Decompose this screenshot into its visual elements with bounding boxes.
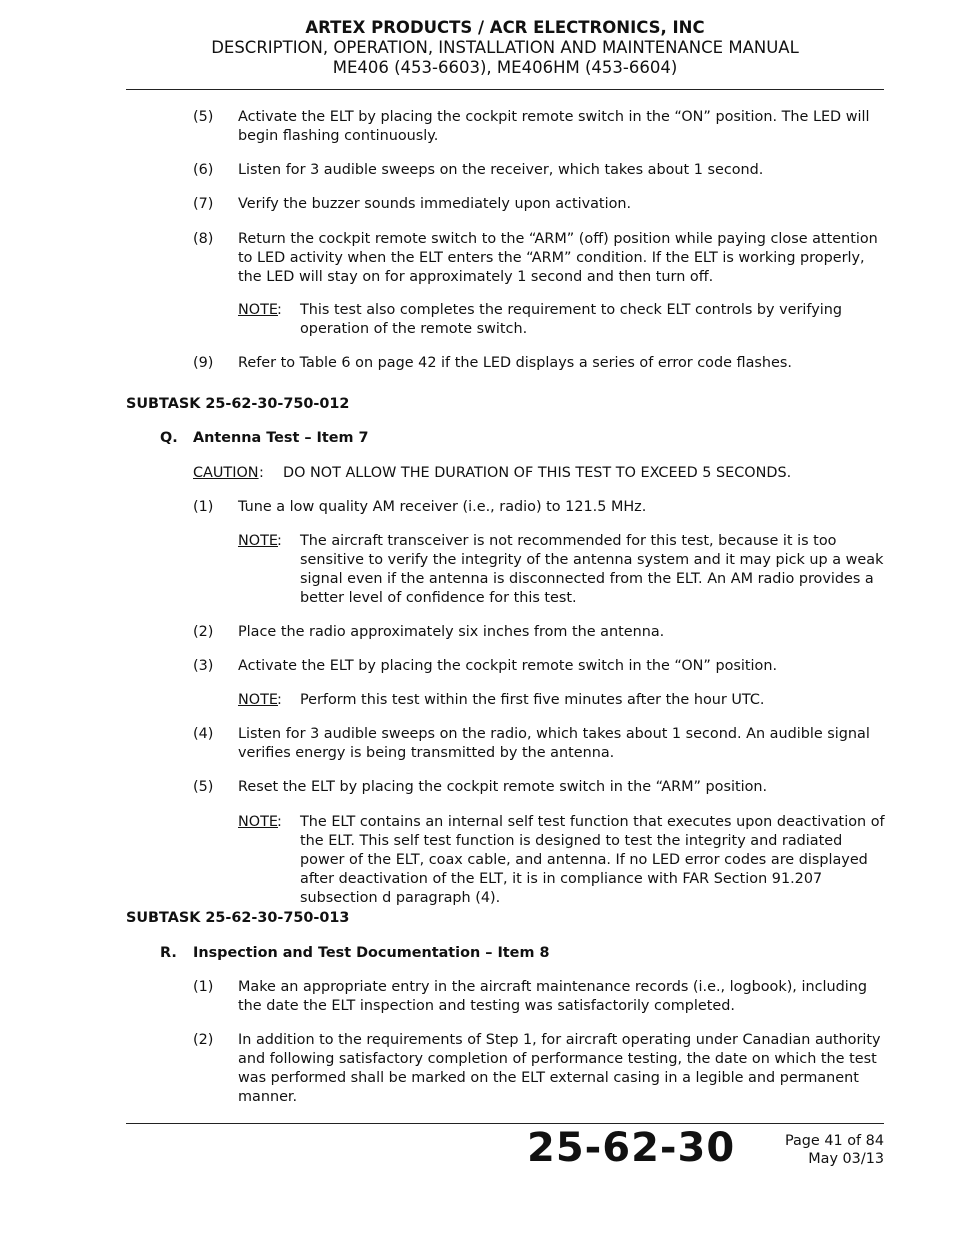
step-text: Return the cockpit remote switch to the “ARM” (off) position while paying close attention to LED activity when the ELT enters the “ARM” condition. If the ELT is working properly, the LED will stay on for approximately 1 second and then turn off. bbox=[238, 231, 878, 285]
footer-rule bbox=[126, 1123, 884, 1124]
note-label: NOTE bbox=[238, 814, 278, 830]
step-number: (9) bbox=[193, 355, 214, 371]
step-text: Reset the ELT by placing the cockpit remote switch in the “ARM” position. bbox=[238, 779, 768, 795]
note-label: NOTE bbox=[238, 302, 278, 318]
step-text: Place the radio approximately six inches from the antenna. bbox=[238, 624, 665, 640]
step-number: (2) bbox=[193, 624, 214, 640]
note-colon: : bbox=[277, 814, 282, 830]
step-text: Verify the buzzer sounds immediately upon activation. bbox=[238, 196, 632, 212]
page-number: Page 41 of 84 bbox=[784, 1133, 884, 1149]
caution-label: CAUTION bbox=[193, 465, 259, 481]
chapter-code: 25-62-30 bbox=[527, 1125, 736, 1171]
step-number: (5) bbox=[193, 109, 214, 125]
step-number: (8) bbox=[193, 231, 214, 247]
step-number: (3) bbox=[193, 658, 214, 674]
step-number: (2) bbox=[193, 1032, 214, 1048]
note-text: The ELT contains an internal self test function that executes upon deactivation of the ELT. This self test function is designed to test the integrity and radiated power of the ELT, coax cable, and antenna. If no LED error codes are displayed after deactivation of the ELT, it is in compliance with FAR Section 91.207 subsection d paragraph (4). bbox=[300, 814, 885, 906]
caution-text: DO NOT ALLOW THE DURATION OF THIS TEST TO EXCEED 5 SECONDS. bbox=[283, 465, 792, 481]
note-colon: : bbox=[277, 302, 282, 318]
section-letter: R. bbox=[160, 945, 177, 961]
step-number: (5) bbox=[193, 779, 214, 795]
step-text: Listen for 3 audible sweeps on the radio, which takes about 1 second. An audible signal verifies energy is being transmitted by the antenna. bbox=[238, 726, 870, 761]
step-text: Tune a low quality AM receiver (i.e., radio) to 121.5 MHz. bbox=[238, 499, 647, 515]
page-header bbox=[0, 18, 954, 78]
note-text: The aircraft transceiver is not recommended for this test, because it is too sensitive to verify the integrity of the antenna system and it may pick up a weak signal even if the antenna is disconnected from the ELT. An AM radio provides a better level of confidence for this test. bbox=[300, 533, 884, 606]
note-label: NOTE bbox=[238, 692, 278, 708]
step-text: Activate the ELT by placing the cockpit remote switch in the “ON” position. bbox=[238, 658, 778, 674]
note-text: Perform this test within the first five minutes after the hour UTC. bbox=[300, 692, 765, 708]
header-rule bbox=[126, 89, 884, 90]
step-text: Refer to Table 6 on page 42 if the LED displays a series of error code flashes. bbox=[238, 355, 792, 371]
subtask-heading: SUBTASK 25-62-30-750-012 bbox=[126, 396, 350, 412]
step-text: Make an appropriate entry in the aircraft maintenance records (i.e., logbook), including the date the ELT inspection and testing was satisfactorily completed. bbox=[238, 979, 867, 1014]
step-number: (6) bbox=[193, 162, 214, 178]
revision-date: May 03/13 bbox=[808, 1151, 884, 1167]
note-text: This test also completes the requirement to check ELT controls by verifying operation of the remote switch. bbox=[300, 302, 843, 337]
section-title: Inspection and Test Documentation – Item 8 bbox=[193, 945, 550, 961]
step-text: In addition to the requirements of Step 1, for aircraft operating under Canadian authority and following satisfactory completion of performance testing, the date on which the test was performed shall be marked on the ELT external casing in a legible and permanent manner. bbox=[238, 1032, 881, 1105]
page-info bbox=[785, 1132, 884, 1168]
manual-title: DESCRIPTION, OPERATION, INSTALLATION AND MAINTENANCE MANUAL bbox=[211, 38, 799, 57]
step-number: (4) bbox=[193, 726, 214, 742]
note-colon: : bbox=[277, 692, 282, 708]
step-text: Activate the ELT by placing the cockpit remote switch in the “ON” position. The LED will begin flashing continuously. bbox=[238, 109, 870, 144]
note-label: NOTE bbox=[238, 533, 278, 549]
step-number: (7) bbox=[193, 196, 214, 212]
model-numbers: ME406 (453-6603), ME406HM (453-6604) bbox=[332, 58, 678, 77]
company-name: ARTEX PRODUCTS / ACR ELECTRONICS, INC bbox=[305, 18, 705, 37]
subtask-heading: SUBTASK 25-62-30-750-013 bbox=[126, 910, 350, 926]
step-text: Listen for 3 audible sweeps on the receiver, which takes about 1 second. bbox=[238, 162, 764, 178]
section-letter: Q. bbox=[160, 430, 178, 446]
step-number: (1) bbox=[193, 499, 214, 515]
caution-colon: : bbox=[259, 465, 264, 481]
section-title: Antenna Test – Item 7 bbox=[193, 430, 369, 446]
note-colon: : bbox=[277, 533, 282, 549]
step-number: (1) bbox=[193, 979, 214, 995]
